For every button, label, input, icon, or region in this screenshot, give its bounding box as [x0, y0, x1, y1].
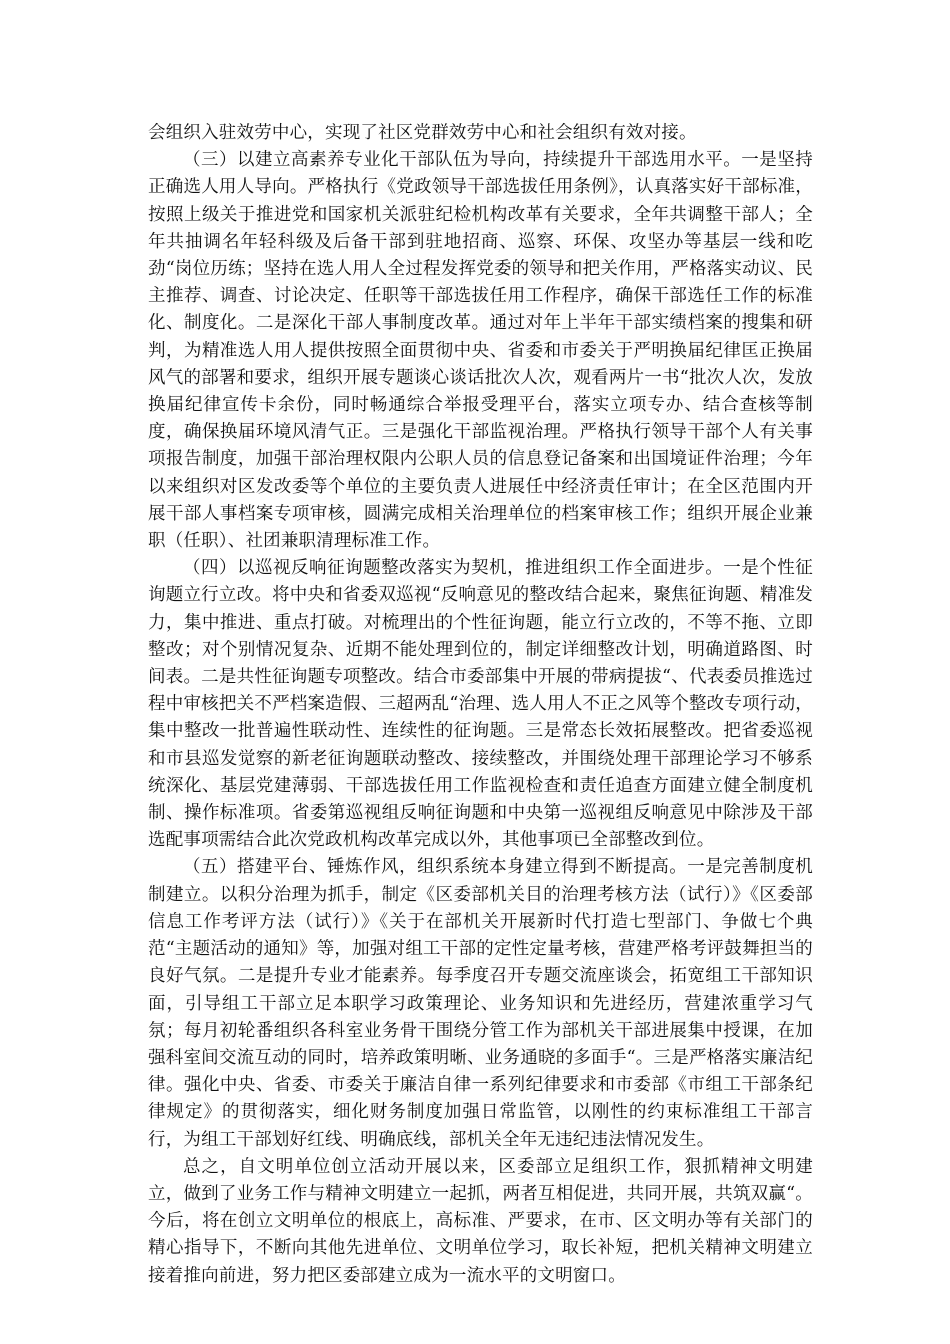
paragraph-section-5: （五）搭建平台、锤炼作风，组织系统本身建立得到不断提高。一是完善制度机制建立。以积分治理为抓手，制定《区委部机关目的治理考核方法（试行）》《区委部信息工作考评方法（试行）》《关于在部机关开展新时代打造七型部门、争做七个典范“主题活动的通知》等，加强对组工干部的定性定量考核，营建严格考评鼓舞担当的良好气氛。二是提升专业才能素养。每季度召开专题交流座谈会，拓宽组工干部知识面，引导组工干部立足本职学习政策理论、业务知识和先进经历，营建浓重学习气氛；每月初轮番组织各科室业务骨干围绕分管工作为部机关干部进展集中授课，在加强科室间交流互动的同时，培养政策明晰、业务通晓的多面手“。三是严格落实廉洁纪律。强化中央、省委、市委关于廉洁自律一系列纪律要求和市委部《市组工干部条纪律规定》的贯彻落实，细化财务制度加强日常监管，以刚性的约束标准组工干部言行，为组工干部划好红线、明确底线，部机关全年无违纪违法情况发生。: [148, 857, 813, 1150]
paragraph-section-4: （四）以巡视反响征询题整改落实为契机，推进组织工作全面进步。一是个性征询题立行立改。将中央和省委双巡视“反响意见的整改结合起来，聚焦征询题、精准发力，集中推进、重点打破。对梳理出的个性征询题，能立行立改的，不等不拖、立即整改；对个别情况复杂、近期不能处理到位的，制定详细整改计划，明确道路图、时间表。二是共性征询题专项整改。结合市委部集中开展的带病提拔“、代表委员推选过程中审核把关不严档案造假、三超两乱“治理、选人用人不正之风等个整改专项行动，集中整改一批普遍性联动性、连续性的征询题。三是常态长效拓展整改。把省委巡视和市县巡发觉察的新老征询题联动整改、接续整改，并围绕处理干部理论学习不够系统深化、基层党建薄弱、干部选拔任用工作监视检查和责任追查方面建立健全制度机制、操作标准项。省委第巡视组反响征询题和中央第一巡视组反响意见中除涉及干部选配事项需结合此次党政机构改革完成以外，其他事项已全部整改到位。: [148, 558, 813, 851]
paragraph-continuation: 会组织入驻效劳中心，实现了社区党群效劳中心和社会组织有效对接。: [148, 123, 697, 143]
paragraph-section-3: （三）以建立高素养专业化干部队伍为导向，持续提升干部选用水平。一是坚持正确选人用人导向。严格执行《党政领导干部选拔任用条例》，认真落实好干部标准，按照上级关于推进党和国家机关派驻纪检机构改革有关要求，全年共调整干部人；全年共抽调名年轻科级及后备干部到驻地招商、巡察、环保、攻坚办等基层一线和吃劲“岗位历练；坚持在选人用人全过程发挥党委的领导和把关作用，严格落实动议、民主推荐、调查、讨论决定、任职等干部选拔任用工作程序，确保干部选任工作的标准化、制度化。二是深化干部人事制度改革。通过对年上半年干部实绩档案的搜集和研判，为精准选人用人提供按照全面贯彻中央、省委和市委关于严明换届纪律匡正换届风气的部署和要求，组织开展专题谈心谈话批次人次，观看两片一书“批次人次，发放换届纪律宣传卡余份，同时畅通综合举报受理平台，落实立项专办、结合查核等制度，确保换届环境风清气正。三是强化干部监视治理。严格执行领导干部个人有关事项报告制度，加强干部治理权限内公职人员的信息登记备案和出国境证件治理；今年以来组织对区发改委等个单位的主要负责人进展任中经济责任审计；在全区范围内开展干部人事档案专项审核，圆满完成相关治理单位的档案审核工作；组织开展企业兼职（任职）、社团兼职清理标准工作。: [148, 150, 813, 552]
paragraph-conclusion: 总之，自文明单位创立活动开展以来，区委部立足组织工作，狠抓精神文明建立，做到了业务工作与精神文明建立一起抓，两者互相促进，共同开展，共筑双赢“。今后，将在创立文明单位的根底上，高标准、严要求，在市、区文明办等有关部门的精心指导下，不断向其他先进单位、文明单位学习，取长补短，把机关精神文明建立接着推向前进，努力把区委部建立成为一流水平的文明窗口。: [148, 1156, 813, 1286]
document-body: [148, 120, 813, 1290]
